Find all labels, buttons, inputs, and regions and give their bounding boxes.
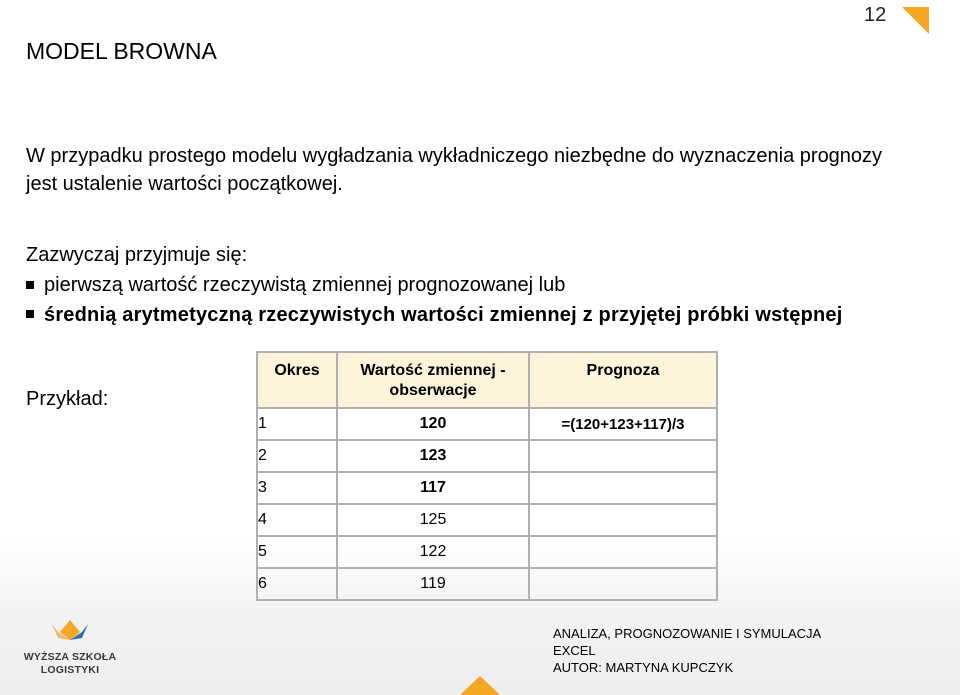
table-row [257, 568, 717, 600]
square-bullet-icon [26, 281, 34, 289]
logo-line2: LOGISTYKI [40, 664, 100, 676]
header-value: Wartość zmiennej - obserwacje [337, 352, 529, 408]
cell-period: 4 [257, 504, 337, 536]
table-row [257, 536, 717, 568]
example-label: Przykład: [26, 388, 109, 410]
cell-value: 122 [337, 536, 529, 568]
cell-forecast [529, 568, 717, 600]
bullet-text: średnią arytmetyczną rzeczywistych wartości zmiennej z przyjętej próbki wstępnej [44, 304, 843, 326]
bullet-list [26, 271, 926, 331]
cell-value: 125 [337, 504, 529, 536]
table-row [257, 504, 717, 536]
table-row [257, 472, 717, 504]
table-row [257, 440, 717, 472]
footer-text [553, 625, 821, 676]
bottom-triangle-icon [460, 676, 500, 695]
header-period: Okres [257, 352, 337, 408]
cell-forecast: =(120+123+117)/3 [529, 408, 717, 440]
cell-forecast [529, 536, 717, 568]
cell-period: 3 [257, 472, 337, 504]
footer-line1: ANALIZA, PROGNOZOWANIE I SYMULACJA [553, 626, 822, 641]
cell-value: 120 [337, 408, 529, 440]
cell-forecast [529, 472, 717, 504]
data-table [256, 351, 718, 601]
usually-text: Zazwyczaj przyjmuje się: [26, 244, 248, 266]
page-number: 12 [864, 4, 887, 26]
table-row [257, 408, 717, 440]
bullet-item [26, 271, 926, 299]
cell-forecast [529, 504, 717, 536]
corner-triangle-icon [902, 7, 929, 34]
header-forecast: Prognoza [529, 352, 717, 408]
cell-forecast [529, 440, 717, 472]
cell-period: 5 [257, 536, 337, 568]
cell-value: 123 [337, 440, 529, 472]
square-bullet-icon [26, 310, 34, 318]
bullet-item [26, 301, 926, 329]
slide-title: MODEL BROWNA [26, 38, 217, 64]
footer-line3: AUTOR: MARTYNA KUPCZYK [553, 660, 734, 675]
school-logo-text [20, 651, 120, 677]
bullet-text: pierwszą wartość rzeczywistą zmiennej prognozowanej lub [44, 274, 566, 296]
cell-period: 6 [257, 568, 337, 600]
footer-line2: EXCEL [553, 643, 596, 658]
cell-value: 117 [337, 472, 529, 504]
cell-period: 2 [257, 440, 337, 472]
cell-period: 1 [257, 408, 337, 440]
logo-line1: WYŻSZA SZKOŁA [23, 651, 117, 663]
table-header-row [257, 352, 717, 408]
cell-value: 119 [337, 568, 529, 600]
intro-paragraph: W przypadku prostego modelu wygładzania wykładniczego niezbędne do wyznaczenia prognozy jest ustalenie wartości początkowej. [26, 145, 883, 195]
